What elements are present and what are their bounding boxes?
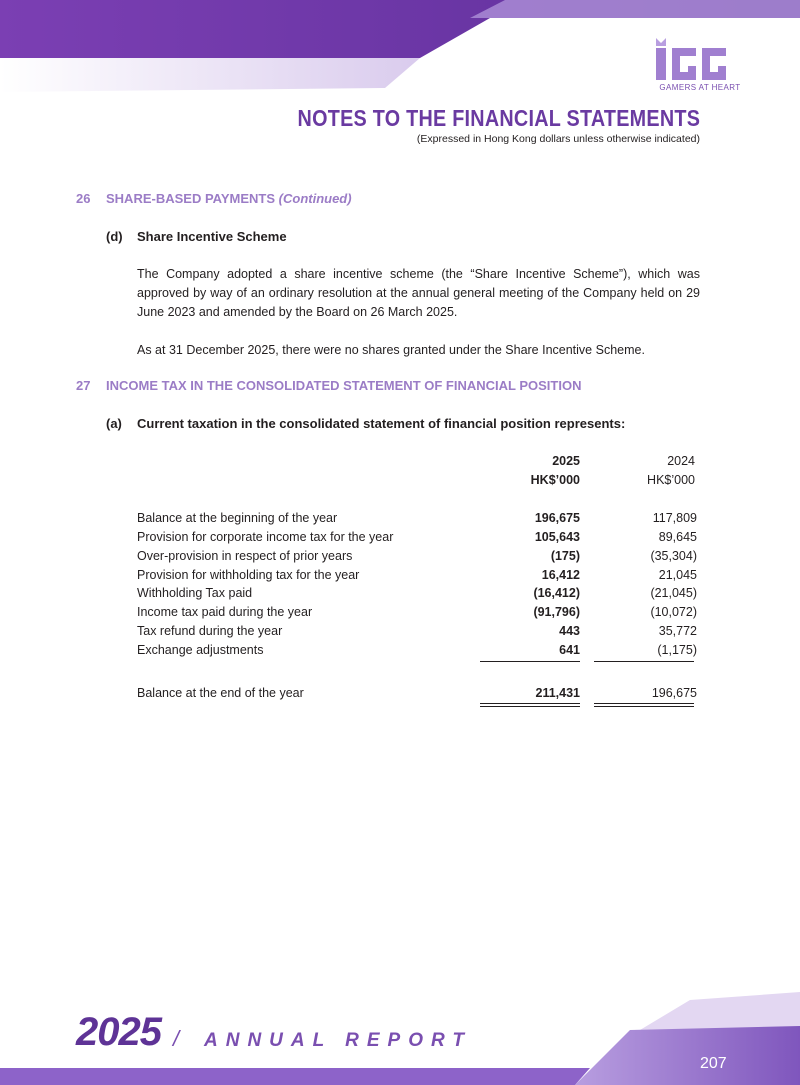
subsection-a-letter: (a) [106, 416, 122, 431]
footer-slash: / [173, 1026, 180, 1051]
page-subtitle: (Expressed in Hong Kong dollars unless otherwise indicated) [416, 133, 700, 145]
column-header-2024: 2024 [667, 454, 695, 468]
subtotal-rule-2025 [480, 661, 580, 662]
row-value-2024: (21,045) [650, 586, 697, 600]
footer-year: 2025 [76, 1010, 161, 1054]
table-row [137, 586, 700, 606]
total-rule-2024-bottom [594, 706, 694, 707]
row-value-2024: 21,045 [658, 568, 697, 582]
total-value-2024: 196,675 [651, 686, 697, 700]
column-unit-2025: HK$’000 [530, 473, 580, 487]
row-label: Provision for withholding tax for the year [137, 568, 360, 582]
subsection-d-letter: (d) [106, 229, 123, 244]
row-value-2025: 16,412 [541, 568, 580, 582]
table-row [137, 568, 700, 588]
row-value-2025: 641 [559, 643, 580, 657]
row-value-2025: 105,643 [534, 530, 580, 544]
section-26-title-text: SHARE-BASED PAYMENTS [106, 191, 276, 206]
table-row [137, 511, 700, 531]
row-label: Income tax paid during the year [137, 605, 313, 619]
section-27-number: 27 [76, 378, 91, 393]
row-label: Tax refund during the year [137, 624, 283, 638]
section-27-title: INCOME TAX IN THE CONSOLIDATED STATEMENT OF FINANCIAL POSITION [106, 378, 582, 393]
row-value-2024: (10,072) [650, 605, 697, 619]
total-rule-2024-top [594, 703, 694, 704]
total-rule-2025-bottom [480, 706, 580, 707]
section-26-title [106, 191, 352, 206]
row-value-2025: 443 [559, 624, 580, 638]
section-26-number: 26 [76, 191, 91, 206]
footer-annual-report: ANNUAL REPORT [204, 1030, 472, 1051]
row-value-2025: (175) [550, 549, 580, 563]
table-row [137, 643, 700, 663]
table-row [137, 605, 700, 625]
row-value-2025: 196,675 [534, 511, 580, 525]
row-value-2024: 35,772 [658, 624, 697, 638]
row-label: Balance at the beginning of the year [137, 511, 338, 525]
section-26-continued: (Continued) [278, 191, 352, 206]
table-row [137, 624, 700, 644]
row-value-2024: (1,175) [657, 643, 697, 657]
row-label: Exchange adjustments [137, 643, 264, 657]
share-scheme-paragraph: The Company adopted a share incentive scheme (the “Share Incentive Scheme”), which was approved by way of an ordinary resolution at the annual general meeting of the Company held on 29 June 2023 and amended by the Board on 26 March 2025. [137, 267, 700, 319]
column-unit-2024: HK$’000 [647, 473, 695, 487]
page-number: 207 [700, 1055, 727, 1072]
subtotal-rule-2024 [594, 661, 694, 662]
row-label: Provision for corporate income tax for the year [137, 530, 394, 544]
row-label: Over-provision in respect of prior years [137, 549, 353, 563]
page-title: NOTES TO THE FINANCIAL STATEMENTS [297, 105, 700, 131]
no-shares-granted-paragraph: As at 31 December 2025, there were no shares granted under the Share Incentive Scheme. [137, 343, 645, 357]
column-header-2025: 2025 [552, 454, 580, 468]
row-value-2024: 89,645 [658, 530, 697, 544]
logo-tagline: GAMERS AT HEART [659, 83, 741, 92]
total-rule-2025-top [480, 703, 580, 704]
table-row [137, 549, 700, 569]
subsection-d-title: Share Incentive Scheme [137, 229, 287, 244]
row-label: Withholding Tax paid [137, 586, 253, 600]
row-value-2024: 117,809 [652, 511, 697, 525]
total-value-2025: 211,431 [535, 686, 580, 700]
table-row [137, 530, 700, 550]
row-value-2025: (16,412) [533, 586, 580, 600]
subsection-a-title: Current taxation in the consolidated statement of financial position represents: [137, 416, 626, 431]
row-value-2025: (91,796) [533, 605, 580, 619]
row-value-2024: (35,304) [650, 549, 697, 563]
total-label: Balance at the end of the year [137, 686, 304, 700]
